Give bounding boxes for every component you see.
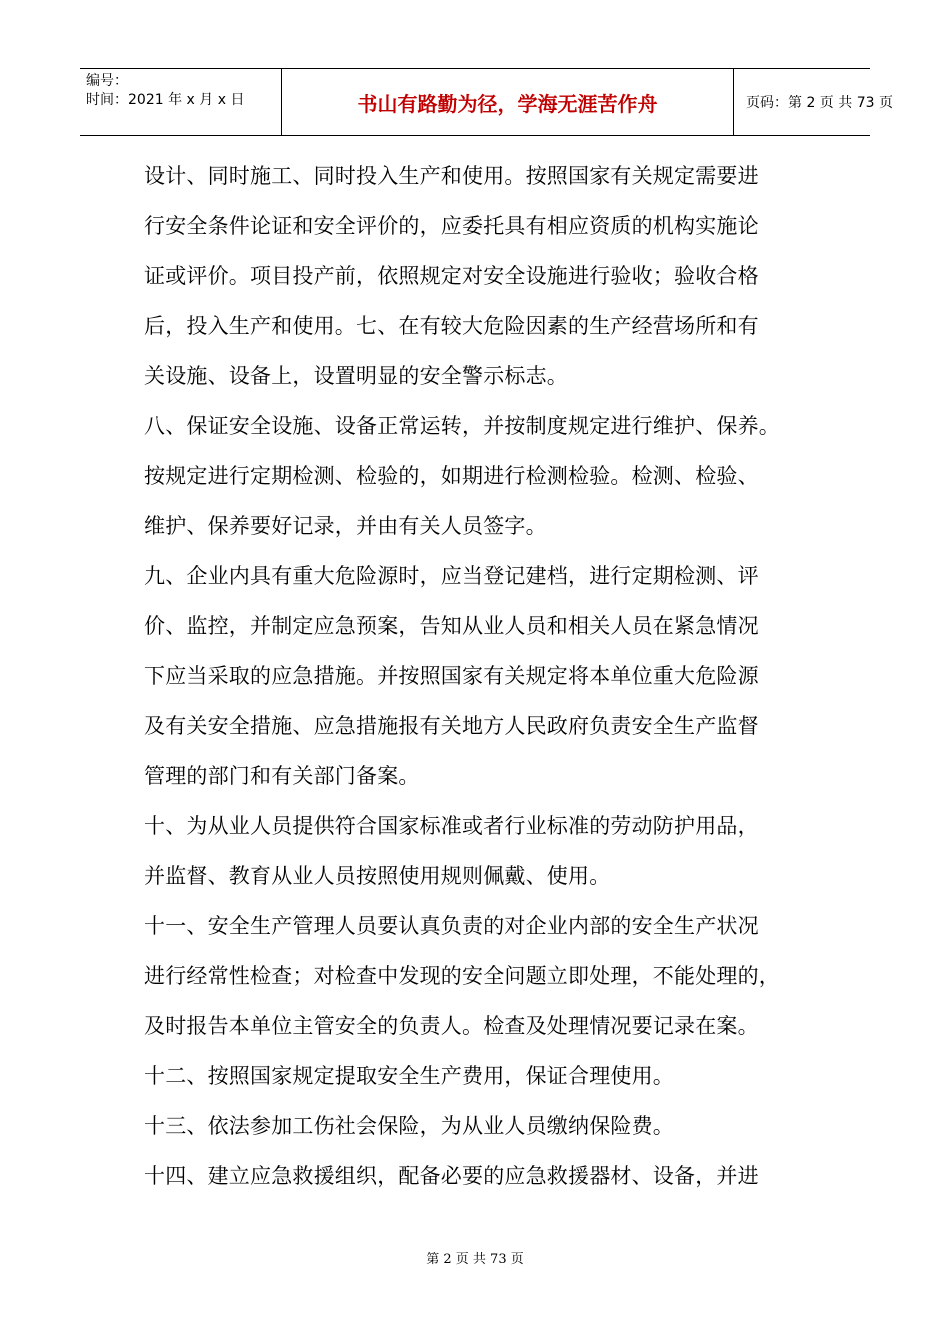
header-motto: 书山有路勤为径，学海无涯苦作舟 [282, 69, 734, 135]
text-line: 按规定进行定期检测、检验的，如期进行检测检验。检测、检验、 [144, 464, 759, 488]
header-time-label: 时间：2021 年 x 月 x 日 [86, 92, 245, 108]
document-body [144, 164, 834, 1214]
text-line: 进行经常性检查；对检查中发现的安全问题立即处理，不能处理的， [144, 964, 780, 988]
text-line: 十四、建立应急救援组织，配备必要的应急救援器材、设备，并进 [144, 1164, 759, 1188]
text-line: 维护、保养要好记录，并由有关人员签字。 [144, 514, 547, 538]
text-line: 价、监控，并制定应急预案，告知从业人员和相关人员在紧急情况 [144, 614, 759, 638]
page-header [80, 68, 893, 136]
header-number-label: 编号： [86, 73, 128, 89]
text-line: 十三、依法参加工伤社会保险，为从业人员缴纳保险费。 [144, 1114, 674, 1138]
text-line: 十二、按照国家规定提取安全生产费用，保证合理使用。 [144, 1064, 674, 1088]
text-line: 及有关安全措施、应急措施报有关地方人民政府负责安全生产监督 [144, 714, 759, 738]
header-meta [80, 69, 282, 135]
header-page-info: 页码：第 2 页 共 73 页 [746, 95, 893, 111]
text-line: 行安全条件论证和安全评价的，应委托具有相应资质的机构实施论 [144, 214, 759, 238]
text-line: 九、企业内具有重大危险源时，应当登记建档，进行定期检测、评 [144, 564, 759, 588]
text-line: 后，投入生产和使用。七、在有较大危险因素的生产经营场所和有 [144, 314, 759, 338]
text-line: 管理的部门和有关部门备案。 [144, 764, 420, 788]
text-line: 设计、同时施工、同时投入生产和使用。按照国家有关规定需要进 [144, 164, 759, 188]
text-line: 十一、安全生产管理人员要认真负责的对企业内部的安全生产状况 [144, 914, 759, 938]
text-line: 证或评价。项目投产前，依照规定对安全设施进行验收；验收合格 [144, 264, 759, 288]
text-line: 及时报告本单位主管安全的负责人。检查及处理情况要记录在案。 [144, 1014, 759, 1038]
text-line: 十、为从业人员提供符合国家标准或者行业标准的劳动防护用品， [144, 814, 759, 838]
text-line: 关设施、设备上，设置明显的安全警示标志。 [144, 364, 568, 388]
text-line: 下应当采取的应急措施。并按照国家有关规定将本单位重大危险源 [144, 664, 759, 688]
page-footer: 第 2 页 共 73 页 [426, 1252, 524, 1267]
text-line: 并监督、教育从业人员按照使用规则佩戴、使用。 [144, 864, 611, 888]
text-line: 八、保证安全设施、设备正常运转，并按制度规定进行维护、保养。 [144, 414, 780, 438]
